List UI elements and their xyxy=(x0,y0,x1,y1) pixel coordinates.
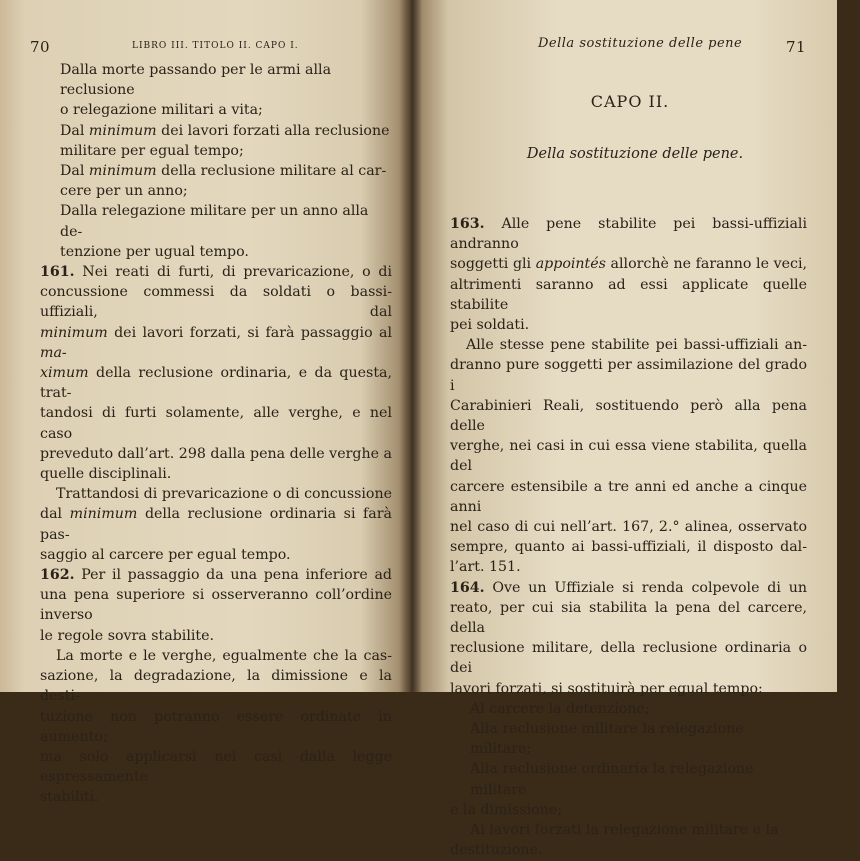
text-line xyxy=(40,282,392,322)
article-number: 164. xyxy=(450,579,485,596)
text-span: e la dimissione; xyxy=(450,801,562,818)
text-span: tuzione non potranno essere ordinate in aumento; xyxy=(40,708,392,745)
text-line xyxy=(40,444,392,464)
text-line xyxy=(40,403,392,443)
text-span: tenzione per ugual tempo. xyxy=(60,243,249,260)
text-line xyxy=(40,585,392,625)
text-line xyxy=(40,141,392,161)
text-span: appointés xyxy=(535,256,606,273)
text-line xyxy=(40,242,392,262)
right-page xyxy=(410,0,837,859)
text-line xyxy=(40,262,392,282)
text-line xyxy=(40,60,392,100)
text-span: allorchè ne faranno le veci, xyxy=(605,256,807,273)
text-span: ma- xyxy=(40,344,67,361)
text-span: cere per un anno; xyxy=(60,183,188,200)
text-line xyxy=(450,355,807,395)
text-span: dranno pure soggetti per assimilazione del grado i xyxy=(450,357,807,394)
text-line xyxy=(450,436,807,476)
text-line xyxy=(40,201,392,241)
text-span: Dal xyxy=(60,122,89,139)
text-span: Ai lavori forzati la relegazione militare e la xyxy=(470,822,779,839)
text-span: sazione, la degradazione, la dimissione e la desti- xyxy=(40,668,392,705)
text-line xyxy=(40,323,392,363)
text-span: Alla reclusione militare la relegazione militare; xyxy=(470,721,744,758)
text-line xyxy=(450,800,807,820)
text-line xyxy=(450,840,807,860)
text-line xyxy=(40,626,392,646)
article-number: 161. xyxy=(40,264,75,281)
text-span: lavori forzati, si sostituirà per egual tempo: xyxy=(450,680,763,697)
text-line xyxy=(40,121,392,141)
text-line xyxy=(450,820,807,840)
text-line xyxy=(40,464,392,484)
text-span: una pena superiore si osserveranno coll’ordine inverso xyxy=(40,587,392,624)
text-line xyxy=(450,557,807,577)
text-span: preveduto dall’art. 298 dalla pena delle verghe a xyxy=(40,445,392,462)
text-span: Per il passaggio da una pena inferiore ad xyxy=(74,567,392,584)
text-line xyxy=(450,638,807,678)
text-span: ma solo applicarsi nei casi dalla legge espressamente xyxy=(40,748,392,786)
text-span: della reclusione ordinaria si farà pas- xyxy=(40,506,392,543)
left-body-text xyxy=(40,60,392,808)
text-line xyxy=(450,537,807,557)
text-span: pei soldati. xyxy=(450,317,530,334)
text-line xyxy=(40,787,392,807)
text-span: minimum xyxy=(88,122,157,139)
text-line xyxy=(40,363,392,403)
text-line xyxy=(450,315,807,335)
text-span: verghe, nei casi in cui essa viene stabilita, quella del xyxy=(450,438,807,475)
text-span: Ove un Uffiziale si renda colpevole di un xyxy=(484,579,807,596)
text-span: Alle pene stabilite pei bassi-uffiziali andranno xyxy=(450,216,807,253)
text-line xyxy=(40,100,392,120)
article-number: 163. xyxy=(450,216,485,232)
left-running-head: LIBRO III. TITOLO II. CAPO I. xyxy=(132,41,299,51)
text-line xyxy=(450,598,807,638)
text-line xyxy=(40,646,392,666)
text-span: ximum xyxy=(40,365,89,382)
text-line xyxy=(40,666,392,706)
text-line xyxy=(40,545,392,565)
text-line xyxy=(40,181,392,201)
text-line xyxy=(40,161,392,181)
right-body-text xyxy=(450,214,807,861)
text-span: altrimenti saranno ad essi applicate quelle stabilite xyxy=(450,276,807,313)
text-line xyxy=(450,699,807,719)
text-span: destituzione. xyxy=(450,842,543,859)
text-span: o relegazione militari a vita; xyxy=(60,102,263,119)
text-span: concussione commessi da soldati o bassi-uffiziali, dal xyxy=(40,284,392,321)
text-line xyxy=(40,747,392,787)
text-span: l’art. 151. xyxy=(450,559,521,576)
text-span: Alla reclusione ordinaria la relegazione militare xyxy=(470,761,754,798)
text-line xyxy=(40,504,392,544)
text-span: Dalla relegazione militare per un anno alla de- xyxy=(60,203,369,240)
text-span: dal xyxy=(40,506,70,523)
text-span: Trattandosi di prevaricazione o di concussione xyxy=(56,486,392,503)
text-line xyxy=(450,477,807,517)
article-number: 162. xyxy=(40,567,75,584)
text-span: sempre, quanto ai bassi-uffiziali, il disposto dal- xyxy=(450,539,807,556)
text-line xyxy=(450,275,807,315)
text-line xyxy=(450,517,807,537)
text-span: della reclusione ordinaria, e da questa, trat- xyxy=(40,365,392,402)
text-span: Al carcere la detenzione; xyxy=(470,700,650,717)
left-page-number: 70 xyxy=(30,38,51,56)
text-line xyxy=(450,679,807,699)
text-span: soggetti gli xyxy=(450,256,536,273)
text-line xyxy=(450,759,807,799)
text-span: Carabinieri Reali, sostituendo però alla pena delle xyxy=(450,397,807,435)
text-span: saggio al carcere per egual tempo. xyxy=(40,546,291,563)
text-line xyxy=(40,565,392,585)
text-span: carcere estensibile a tre anni ed anche a cinque anni xyxy=(450,478,807,515)
chapter-title: CAPO II. xyxy=(590,92,670,111)
text-line xyxy=(450,214,807,254)
text-span: minimum xyxy=(88,163,157,180)
text-span: reclusione militare, della reclusione ordinaria o dei xyxy=(450,640,807,677)
text-span: Dal xyxy=(60,163,89,180)
text-span: minimum xyxy=(69,506,138,523)
text-line xyxy=(450,254,807,274)
text-line xyxy=(450,719,807,759)
text-span: militare per egual tempo; xyxy=(60,142,244,159)
text-span: Nei reati di furti, di prevaricazione, o di xyxy=(74,264,392,281)
text-span: La morte e le verghe, egualmente che la cas- xyxy=(56,647,392,664)
text-span: nel caso di cui nell’art. 167, 2.° alinea, osservato xyxy=(450,519,807,536)
right-running-head: Della sostituzione delle pene xyxy=(538,36,743,51)
text-span: della reclusione militare al car- xyxy=(156,163,387,180)
text-line xyxy=(40,484,392,504)
text-line xyxy=(450,396,807,436)
text-span: tandosi di furti solamente, alle verghe, e nel caso xyxy=(40,405,392,442)
text-span: reato, per cui sia stabilita la pena del carcere, della xyxy=(450,599,807,637)
text-span: Dalla morte passando per le armi alla reclusione xyxy=(60,62,332,99)
text-span: Alle stesse pene stabilite pei bassi-uffiziali an- xyxy=(466,337,807,354)
text-span: dei lavori forzati alla reclusione xyxy=(156,122,390,139)
chapter-subtitle: Della sostituzione delle pene. xyxy=(526,146,744,162)
text-line xyxy=(450,335,807,355)
left-page xyxy=(0,0,410,806)
right-page-number: 71 xyxy=(786,38,807,56)
text-line xyxy=(450,578,807,598)
text-span: dei lavori forzati, si farà passaggio al xyxy=(107,324,392,341)
text-span: minimum xyxy=(40,324,108,341)
text-span: stabiliti. xyxy=(40,789,99,806)
text-span: quelle disciplinali. xyxy=(40,466,172,483)
book-gutter xyxy=(400,0,422,692)
text-span: le regole sovra stabilite. xyxy=(40,627,215,644)
text-line xyxy=(40,707,392,747)
